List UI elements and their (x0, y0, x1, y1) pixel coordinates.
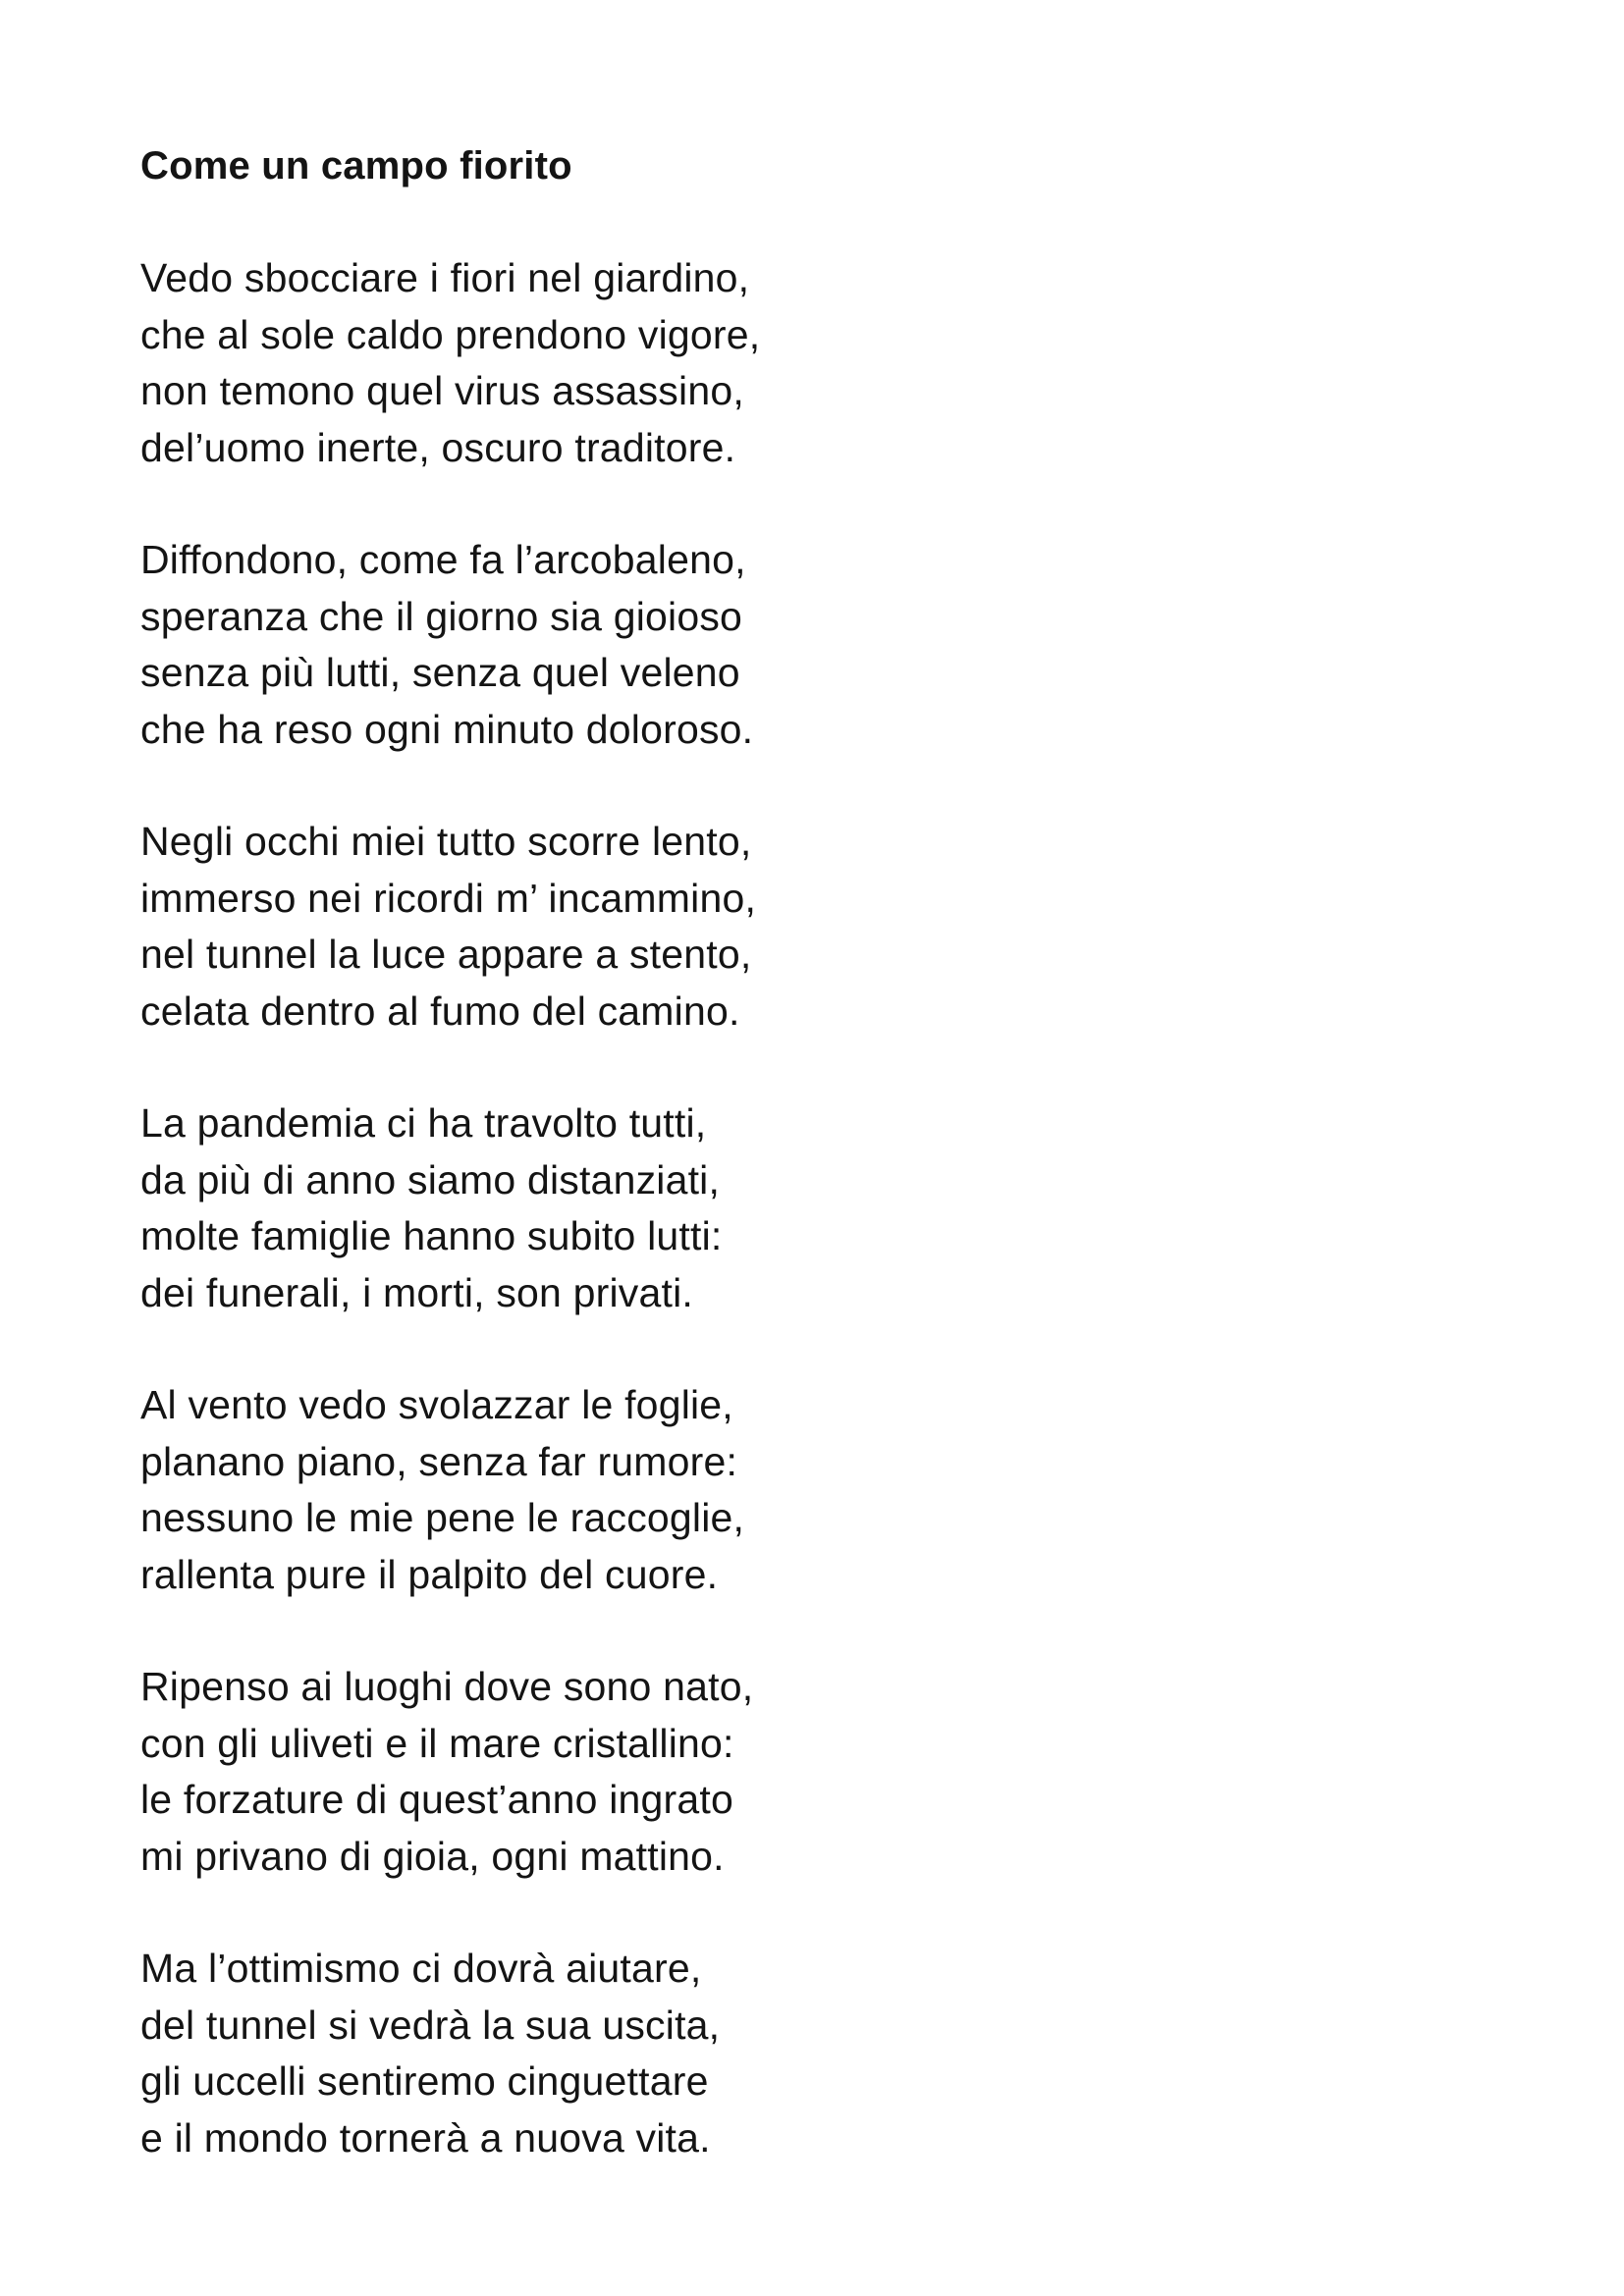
poem-line: del’uomo inerte, oscuro traditore. (140, 424, 736, 470)
poem-line: e il mondo tornerà a nuova vita. (140, 2114, 711, 2161)
poem-line: dei funerali, i morti, son privati. (140, 1269, 694, 1315)
poem-line: senza più lutti, senza quel veleno (140, 650, 740, 695)
poem-line: che ha reso ogni minuto doloroso. (140, 706, 754, 752)
poem-line: Ma l’ottimismo ci dovrà aiutare, (140, 1946, 702, 1991)
poem-line: che al sole caldo prendono vigore, (140, 311, 761, 357)
poem-line: rallenta pure il palpito del cuore. (140, 1551, 719, 1597)
poem-line: Ripenso ai luoghi dove sono nato, (140, 1664, 754, 1709)
stanza (140, 250, 1024, 476)
poem-line: Diffondono, come fa l’arcobaleno, (140, 537, 746, 582)
poem-line: Negli occhi miei tutto scorre lento, (140, 819, 752, 864)
stanza (140, 1659, 1024, 1885)
poem-line: nessuno le mie pene le raccoglie, (140, 1495, 745, 1540)
stanza (140, 1941, 1024, 2166)
poem-line: immerso nei ricordi m’ incammino, (140, 875, 757, 921)
poem-line: molte famiglie hanno subito lutti: (140, 1213, 723, 1258)
poem-line: da più di anno siamo distanziati, (140, 1156, 721, 1202)
poem-line: planano piano, senza far rumore: (140, 1438, 738, 1484)
poem-line: mi privano di gioia, ogni mattino. (140, 1833, 725, 1879)
stanza (140, 1377, 1024, 1603)
poem-line: nel tunnel la luce appare a stento, (140, 932, 752, 977)
poem-line: Al vento vedo svolazzar le foglie, (140, 1382, 733, 1427)
stanza (140, 814, 1024, 1040)
poem-line: del tunnel si vedrà la sua uscita, (140, 2002, 721, 2048)
poem-line: speranza che il giorno sia gioioso (140, 593, 743, 639)
poem-line: non temono quel virus assassino, (140, 368, 744, 413)
poem-title: Come un campo fiorito (140, 144, 572, 187)
poem-line: La pandemia ci ha travolto tutti, (140, 1100, 707, 1146)
poem-line: con gli uliveti e il mare cristallino: (140, 1720, 734, 1766)
poem-line: Vedo sbocciare i fiori nel giardino, (140, 255, 750, 300)
stanza (140, 532, 1024, 758)
poem-line: le forzature di quest’anno ingrato (140, 1777, 733, 1822)
poem (140, 137, 1024, 2222)
poem-line: gli uccelli sentiremo cinguettare (140, 2058, 709, 2104)
stanza (140, 1095, 1024, 1321)
poem-line: celata dentro al fumo del camino. (140, 988, 740, 1034)
